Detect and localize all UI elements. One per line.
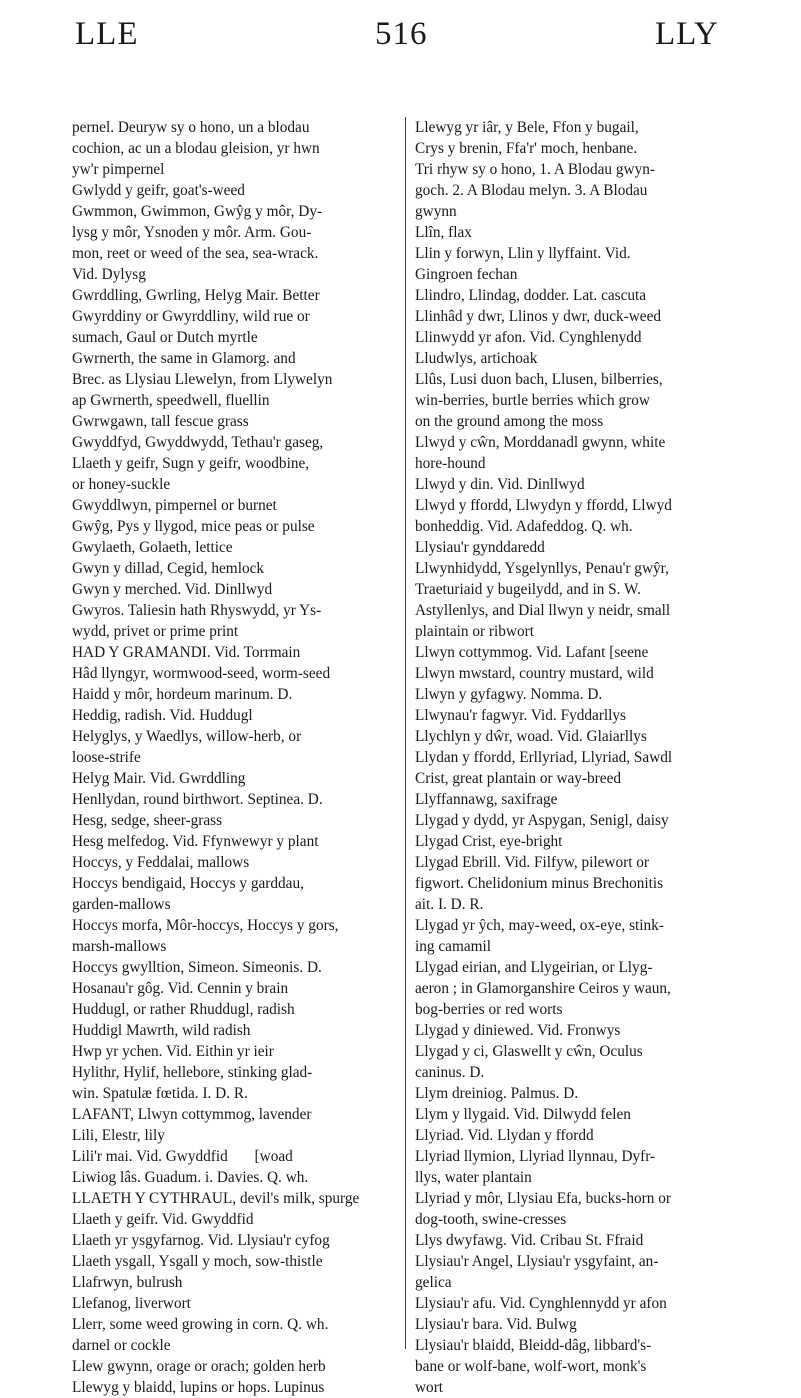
text-line: Llygad eirian, and Llygeirian, or Llyg-: [415, 959, 653, 976]
text-line: win. Spatulæ fœtida. I. D. R.: [72, 1085, 248, 1102]
text-line: garden-mallows: [72, 896, 171, 913]
text-line: figwort. Chelidonium minus Brechonitis: [415, 875, 664, 892]
text-line: darnel or cockle: [72, 1337, 171, 1354]
text-line: Gingroen fechan: [415, 266, 518, 283]
text-line: gwynn: [415, 203, 457, 220]
text-line: lysg y môr, Ysnoden y môr. Arm. Gou-: [72, 224, 312, 241]
text-line: Llerr, some weed growing in corn. Q. wh.: [72, 1316, 329, 1333]
right-column: [415, 117, 745, 1396]
text-line: caninus. D.: [415, 1064, 485, 1081]
text-line: Llwyn cottymmog. Vid. Lafant [seene: [415, 644, 649, 661]
text-line: dog-tooth, swine-cresses: [415, 1211, 567, 1228]
text-line: win-berries, burtle berries which grow: [415, 392, 650, 409]
text-line: Lili'r mai. Vid. Gwyddfid [woad: [72, 1148, 293, 1165]
text-line: Gwyddlwyn, pimpernel or burnet: [72, 497, 277, 514]
text-line: Llew gwynn, orage or orach; golden herb: [72, 1358, 326, 1375]
text-line: Llygad y dydd, yr Aspygan, Senigl, daisy: [415, 812, 669, 829]
text-line: Gwŷg, Pys y llygod, mice peas or pulse: [72, 518, 315, 535]
text-line: on the ground among the moss: [415, 413, 604, 430]
text-line: Llwyn mwstard, country mustard, wild: [415, 665, 654, 682]
text-line: Crys y brenin, Ffa'r' moch, henbane.: [415, 140, 638, 157]
text-line: Llym y llygaid. Vid. Dilwydd felen: [415, 1106, 631, 1123]
page-number: 516: [375, 16, 428, 52]
text-line: ap Gwrnerth, speedwell, fluellin: [72, 392, 270, 409]
running-head-left: LLE: [75, 16, 139, 52]
text-line: sumach, Gaul or Dutch myrtle: [72, 329, 258, 346]
text-line: ait. I. D. R.: [415, 896, 484, 913]
text-line: Llyffannawg, saxifrage: [415, 791, 558, 808]
text-line: Llychlyn y dŵr, woad. Vid. Glaiarllys: [415, 728, 647, 745]
text-line: Hesg, sedge, sheer-grass: [72, 812, 223, 829]
column-divider: [405, 117, 406, 1349]
text-line: Liwiog lâs. Guadum. i. Davies. Q. wh.: [72, 1169, 309, 1186]
text-line: LAFANT, Llwyn cottymmog, lavender: [72, 1106, 312, 1123]
text-line: aeron ; in Glamorganshire Ceiros y waun,: [415, 980, 671, 997]
text-line: Henllydan, round birthwort. Septinea. D.: [72, 791, 323, 808]
text-line: bonheddig. Vid. Adafeddog. Q. wh.: [415, 518, 633, 535]
text-line: Llydan y ffordd, Erllyriad, Llyriad, Sawdl: [415, 749, 673, 766]
text-line: Llysiau'r bara. Vid. Bulwg: [415, 1316, 577, 1333]
text-line: Llafrwyn, bulrush: [72, 1274, 183, 1291]
text-line: Gwylaeth, Golaeth, lettice: [72, 539, 233, 556]
text-line: gelica: [415, 1274, 452, 1291]
text-line: LLAETH Y CYTHRAUL, devil's milk, spurge: [72, 1190, 360, 1207]
text-line: Gwyn y dillad, Cegid, hemlock: [72, 560, 265, 577]
text-line: Llûs, Lusi duon bach, Llusen, bilberries,: [415, 371, 663, 388]
text-line: Hwp yr ychen. Vid. Eithin yr ieir: [72, 1043, 274, 1060]
text-line: Llwyd y cŵn, Morddanadl gwynn, white: [415, 434, 666, 451]
text-line: Tri rhyw sy o hono, 1. A Blodau gwyn-: [415, 161, 655, 178]
text-line: Hoccys bendigaid, Hoccys y garddau,: [72, 875, 304, 892]
text-line: or honey-suckle: [72, 476, 171, 493]
text-line: Crist, great plantain or way-breed: [415, 770, 622, 787]
text-line: Lili, Elestr, lily: [72, 1127, 165, 1144]
text-line: Llygad Ebrill. Vid. Filfyw, pilewort or: [415, 854, 650, 871]
text-line: Llyriad y môr, Llysiau Efa, bucks-horn or: [415, 1190, 671, 1207]
text-line: Llaeth yr ysgyfarnog. Vid. Llysiau'r cyfog: [72, 1232, 330, 1249]
text-line: Llaeth y geifr. Vid. Gwyddfid: [72, 1211, 254, 1228]
text-line: Llysiau'r Angel, Llysiau'r ysgyfaint, an-: [415, 1253, 659, 1270]
text-line: Llindro, Llindag, dodder. Lat. cascuta: [415, 287, 647, 304]
text-line: Hylithr, Hylif, hellebore, stinking glad-: [72, 1064, 313, 1081]
text-line: loose-strife: [72, 749, 141, 766]
text-line: Llygad Crist, eye-bright: [415, 833, 563, 850]
running-head-right: LLY: [655, 16, 719, 52]
text-line: pernel. Deuryw sy o hono, un a blodau: [72, 119, 310, 136]
text-line: Lludwlys, artichoak: [415, 350, 538, 367]
text-line: Gwrddling, Gwrling, Helyg Mair. Better: [72, 287, 320, 304]
text-line: Llwyd y ffordd, Llwydyn y ffordd, Llwyd: [415, 497, 672, 514]
text-line: wort: [415, 1379, 444, 1396]
text-line: yw'r pimpernel: [72, 161, 165, 178]
text-line: Llysiau'r blaidd, Bleidd-dâg, libbard's-: [415, 1337, 652, 1354]
text-line: Vid. Dylysg: [72, 266, 146, 283]
text-line: Llîn, flax: [415, 224, 472, 241]
text-line: mon, reet or weed of the sea, sea-wrack.: [72, 245, 319, 262]
text-line: Gwyddfyd, Gwyddwydd, Tethau'r gaseg,: [72, 434, 324, 451]
text-line: Huddugl, or rather Rhuddugl, radish: [72, 1001, 295, 1018]
text-line: Hosanau'r gôg. Vid. Cennin y brain: [72, 980, 289, 997]
text-line: Astyllenlys, and Dial llwyn y neidr, small: [415, 602, 671, 619]
text-line: Llwynhidydd, Ysgelynllys, Penau'r gwŷr,: [415, 560, 669, 577]
left-column: [72, 117, 397, 1396]
text-line: Llefanog, liverwort: [72, 1295, 191, 1312]
text-line: ing camamil: [415, 938, 492, 955]
text-line: Gwrwgawn, tall fescue grass: [72, 413, 249, 430]
text-line: Llygad y ci, Glaswellt y cŵn, Oculus: [415, 1043, 643, 1060]
text-line: goch. 2. A Blodau melyn. 3. A Blodau: [415, 182, 648, 199]
text-line: marsh-mallows: [72, 938, 167, 955]
text-line: cochion, ac un a blodau gleision, yr hwn: [72, 140, 320, 157]
text-line: bog-berries or red worts: [415, 1001, 563, 1018]
text-line: Llwyn y gyfagwy. Nomma. D.: [415, 686, 603, 703]
text-line: Llysiau'r gynddaredd: [415, 539, 545, 556]
text-line: Llaeth ysgall, Ysgall y moch, sow-thistle: [72, 1253, 323, 1270]
text-line: Hoccys gwylltion, Simeon. Simeonis. D.: [72, 959, 322, 976]
text-line: Traeturiaid y bugeilydd, and in S. W.: [415, 581, 641, 598]
text-line: Llewyg y blaidd, lupins or hops. Lupinus: [72, 1379, 325, 1396]
text-line: Llewyg yr iâr, y Bele, Ffon y bugail,: [415, 119, 639, 136]
text-line: Hâd llyngyr, wormwood-seed, worm-seed: [72, 665, 331, 682]
text-line: Llin y forwyn, Llin y llyffaint. Vid.: [415, 245, 631, 262]
text-line: plaintain or ribwort: [415, 623, 534, 640]
text-line: Llys dwyfawg. Vid. Cribau St. Ffraid: [415, 1232, 644, 1249]
text-line: Llym dreiniog. Palmus. D.: [415, 1085, 579, 1102]
text-line: Llysiau'r afu. Vid. Cynghlennydd yr afon: [415, 1295, 667, 1312]
text-line: Heddig, radish. Vid. Huddugl: [72, 707, 253, 724]
text-line: Gwlydd y geifr, goat's-weed: [72, 182, 245, 199]
text-line: Gwrnerth, the same in Glamorg. and: [72, 350, 296, 367]
text-line: Llygad y diniewed. Vid. Fronwys: [415, 1022, 621, 1039]
text-line: Helyglys, y Waedlys, willow-herb, or: [72, 728, 302, 745]
text-line: Llyriad. Vid. Llydan y ffordd: [415, 1127, 594, 1144]
running-head: [0, 16, 801, 76]
text-line: Hoccys, y Feddalai, mallows: [72, 854, 250, 871]
text-line: Helyg Mair. Vid. Gwrddling: [72, 770, 246, 787]
text-line: Haidd y môr, hordeum marinum. D.: [72, 686, 293, 703]
text-line: wydd, privet or prime print: [72, 623, 239, 640]
text-line: Gwyros. Taliesin hath Rhyswydd, yr Ys-: [72, 602, 322, 619]
text-line: Brec. as Llysiau Llewelyn, from Llywelyn: [72, 371, 333, 388]
text-line: Llygad yr ŷch, may-weed, ox-eye, stink-: [415, 917, 664, 934]
text-line: bane or wolf-bane, wolf-wort, monk's: [415, 1358, 647, 1375]
text-line: Hesg melfedog. Vid. Ffynwewyr y plant: [72, 833, 319, 850]
text-line: Gwyrddiny or Gwyrddliny, wild rue or: [72, 308, 310, 325]
text-line: Huddigl Mawrth, wild radish: [72, 1022, 251, 1039]
text-line: Llaeth y geifr, Sugn y geifr, woodbine,: [72, 455, 310, 472]
text-line: Llwyd y din. Vid. Dinllwyd: [415, 476, 585, 493]
text-line: Llwynau'r fagwyr. Vid. Fyddarllys: [415, 707, 627, 724]
text-line: Llinhâd y dwr, Llinos y dwr, duck-weed: [415, 308, 662, 325]
text-line: llys, water plantain: [415, 1169, 532, 1186]
text-line: Llyriad llymion, Llyriad llynnau, Dyfr-: [415, 1148, 656, 1165]
text-line: Gwyn y merched. Vid. Dinllwyd: [72, 581, 273, 598]
text-line: Llinwydd yr afon. Vid. Cynghlenydd: [415, 329, 642, 346]
text-line: Hoccys morfa, Môr-hoccys, Hoccys y gors,: [72, 917, 339, 934]
text-line: Gwmmon, Gwimmon, Gwŷg y môr, Dy-: [72, 203, 323, 220]
text-line: HAD Y GRAMANDI. Vid. Torrmain: [72, 644, 301, 661]
text-line: hore-hound: [415, 455, 486, 472]
